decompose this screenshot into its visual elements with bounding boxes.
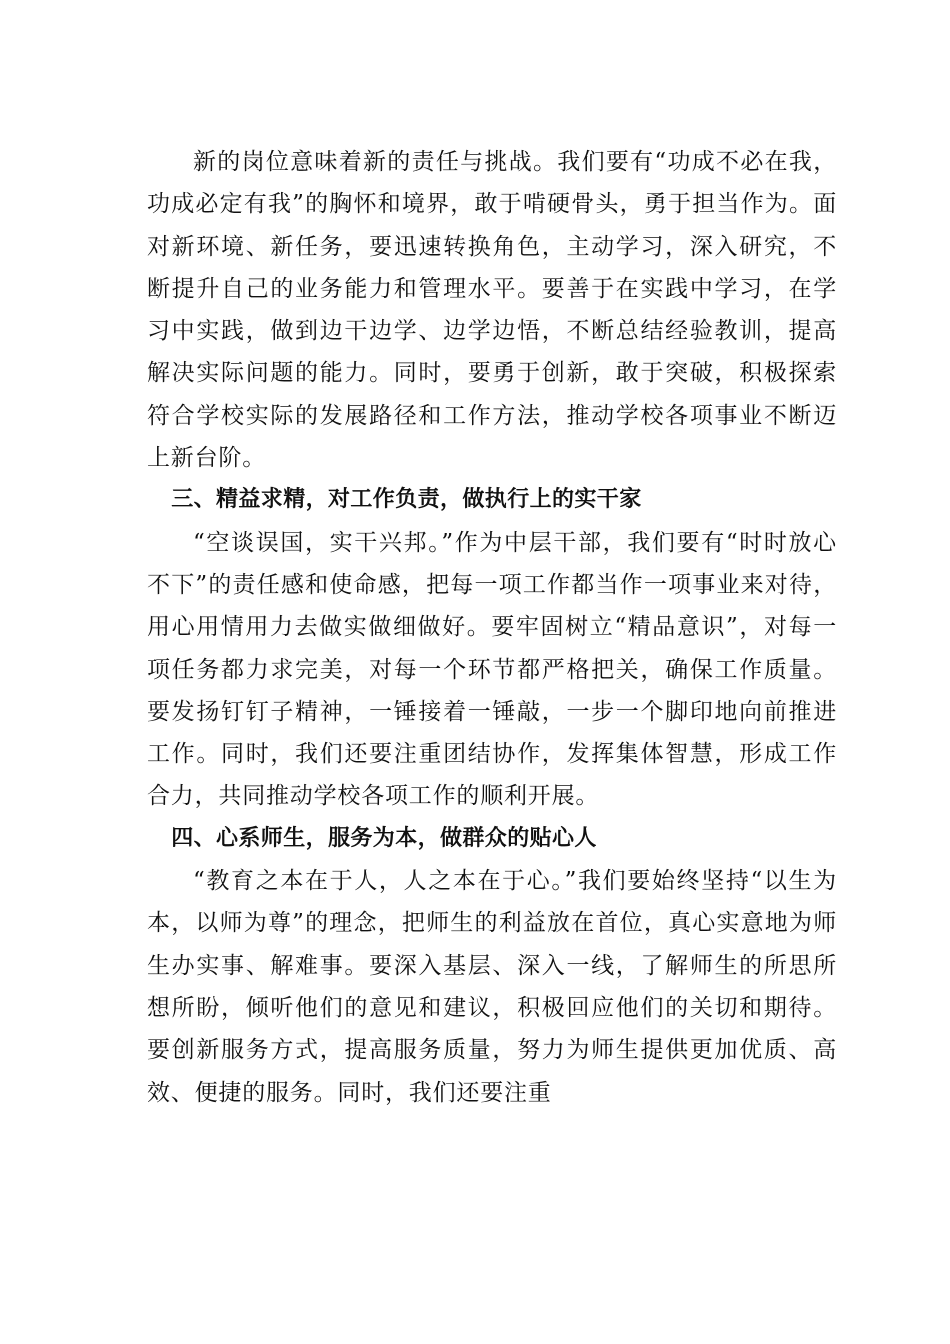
document-body [147, 141, 837, 1114]
section-heading-3: 三、精益求精，对工作负责，做执行上的实干家 [171, 487, 642, 513]
paragraph-1: 新的岗位意味着新的责任与挑战。我们要有“功成不必在我，功成必定有我”的胸怀和境界，敢于啃硬骨头，勇于担当作为。面对新环境、新任务，要迅速转换角色，主动学习，深入研究，不断提升自己的业务能力和管理水平。要善于在实践中学习，在学习中实践，做到边干边学、边学边悟，不断总结经验教训，提高解决实际问题的能力。同时，要勇于创新，敢于突破，积极探索符合学校实际的发展路径和工作方法，推动学校各项事业不断迈上新台阶。 [147, 149, 837, 472]
section-heading-4: 四、心系师生，服务为本，做群众的贴心人 [171, 825, 597, 851]
paragraph-2: “空谈误国，实干兴邦。”作为中层干部，我们要有“时时放心不下”的责任感和使命感，把每一项工作都当作一项事业来对待，用心用情用力去做实做细做好。要牢固树立“精品意识”，对每一项任务都力求完美，对每一个环节都严格把关，确保工作质量。要发扬钉钉子精神，一锤接着一锤敲，一步一个脚印地向前推进工作。同时，我们还要注重团结协作，发挥集体智慧，形成工作合力，共同推动学校各项工作的顺利开展。 [147, 529, 837, 810]
paragraph-3: “教育之本在于人，人之本在于心。”我们要始终坚持“以生为本，以师为尊”的理念，把师生的利益放在首位，真心实意地为师生办实事、解难事。要深入基层、深入一线，了解师生的所思所想所盼，倾听他们的意见和建议，积极回应他们的关切和期待。要创新服务方式，提高服务质量，努力为师生提供更加优质、高效、便捷的服务。同时，我们还要注重 [147, 868, 837, 1106]
